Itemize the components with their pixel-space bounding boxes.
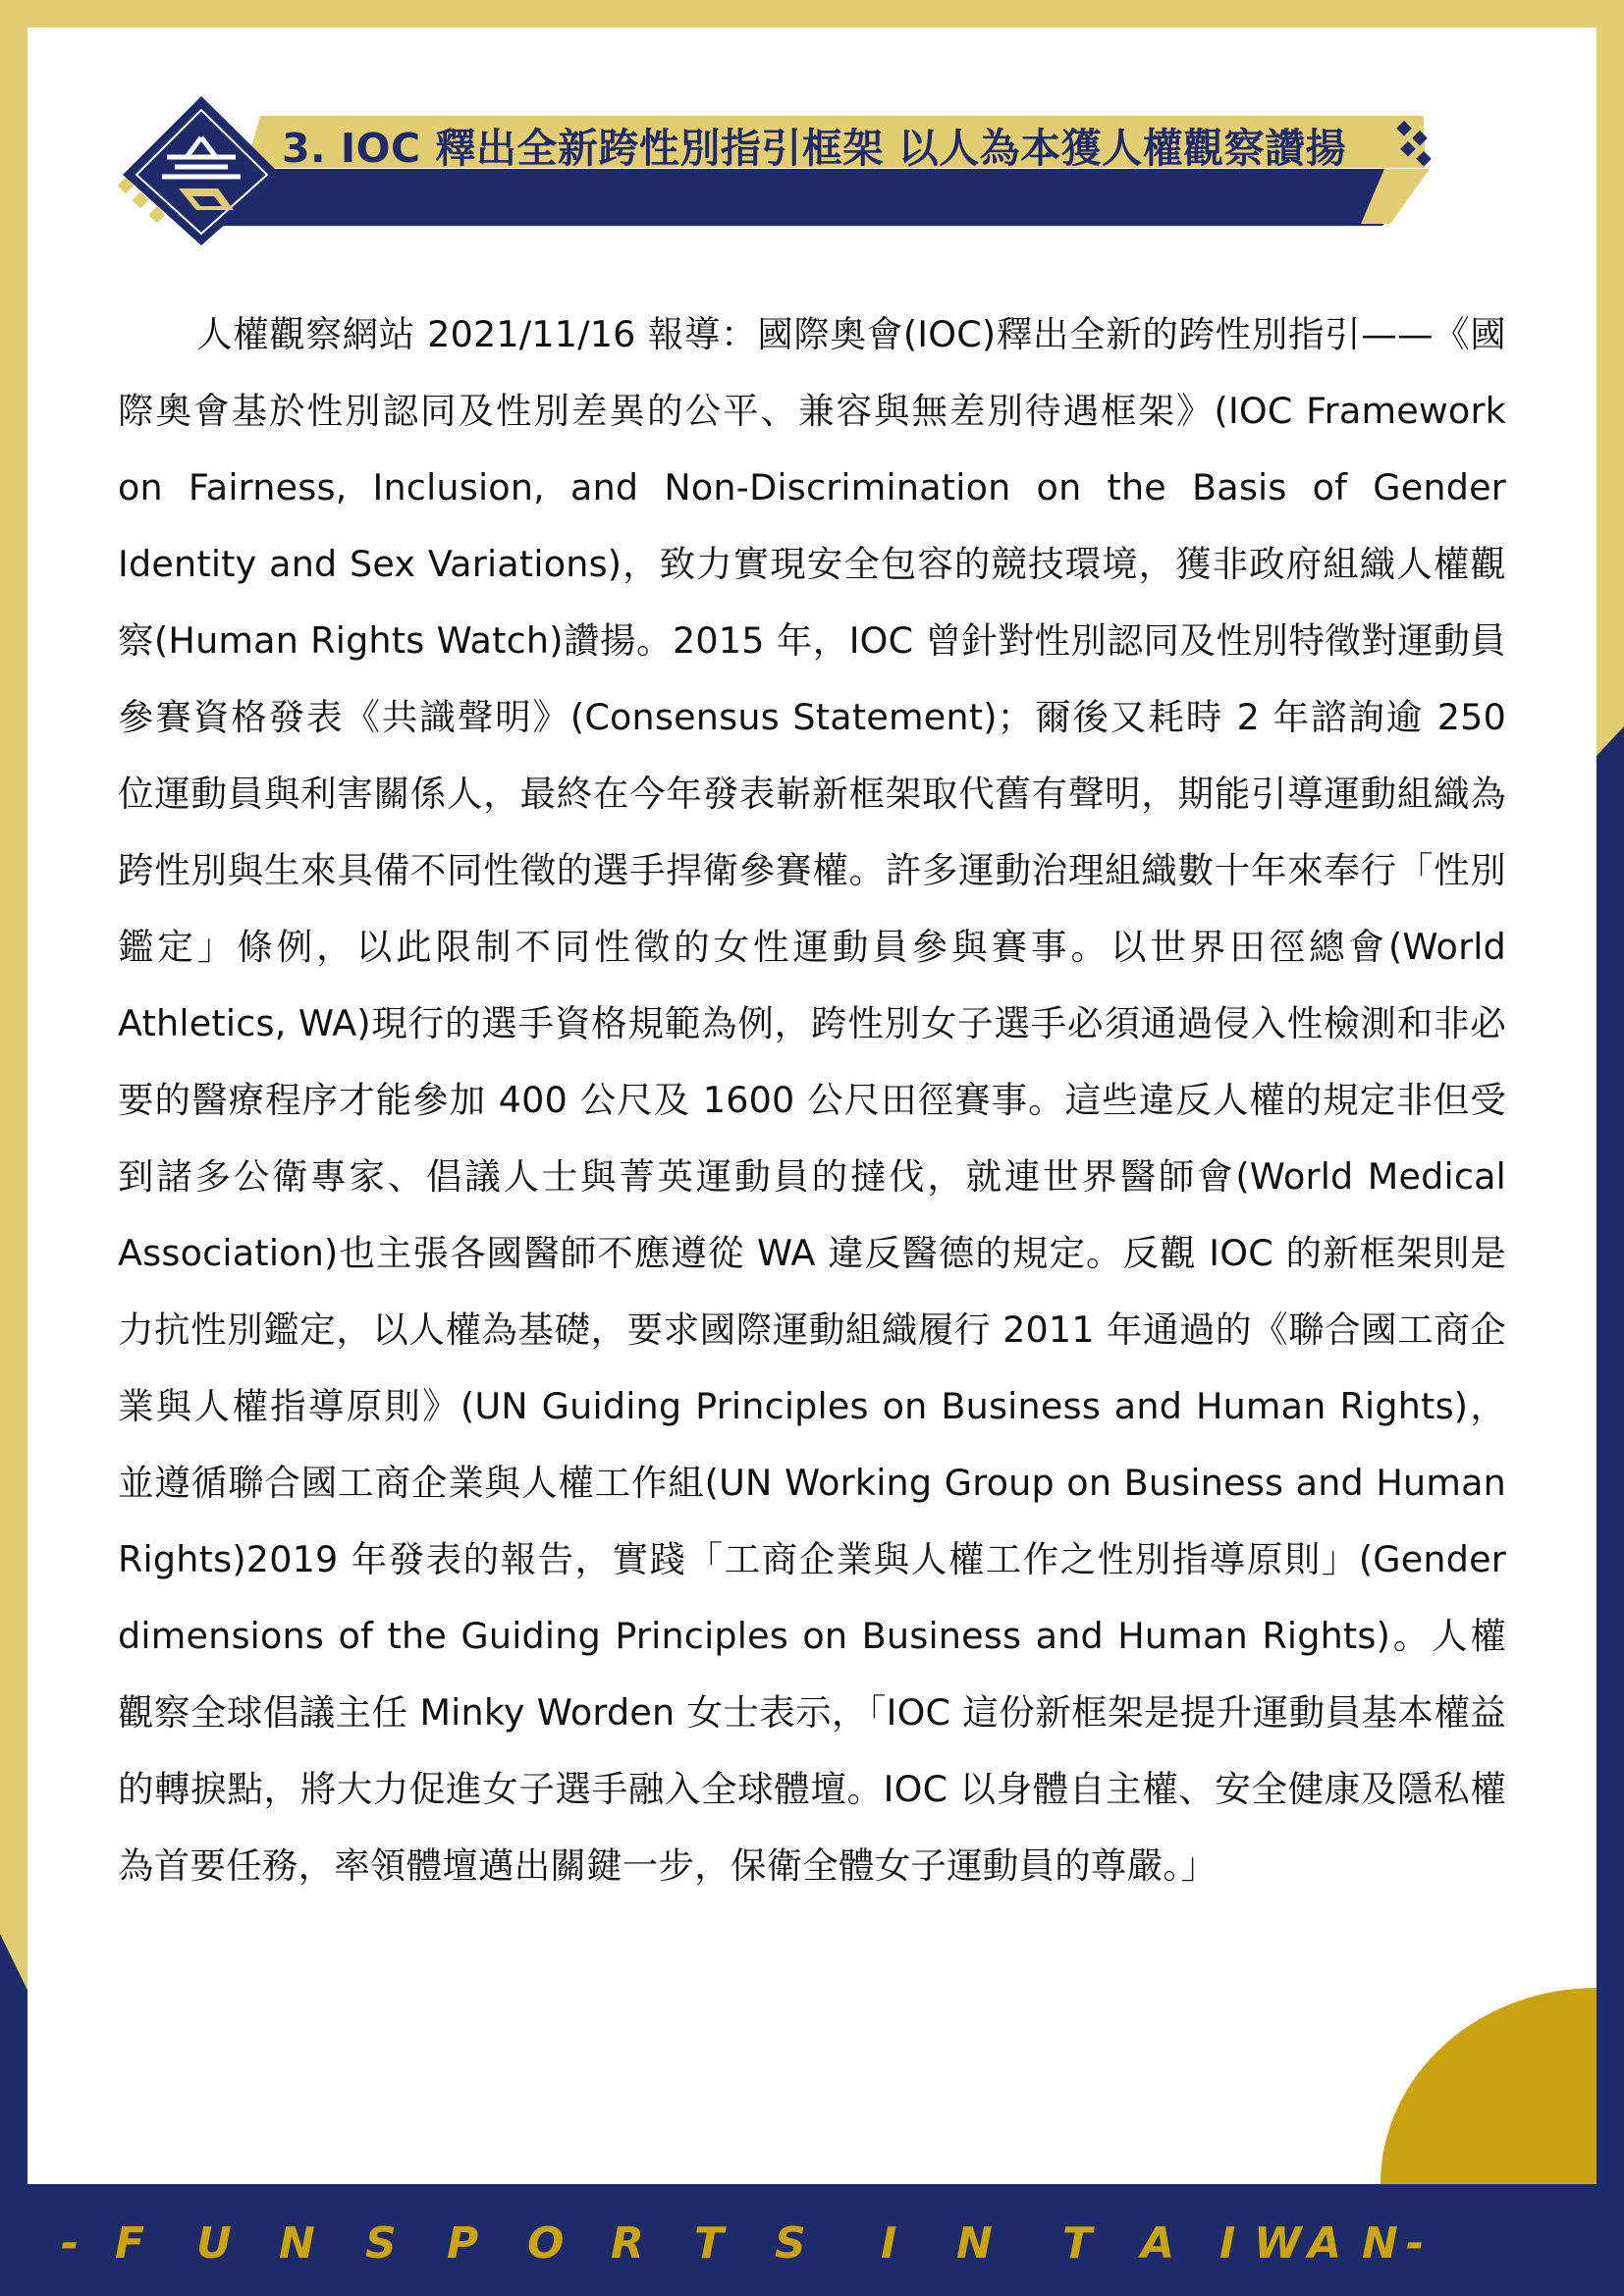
footer-letter: I xyxy=(1219,2218,1236,2269)
footer-letter: T xyxy=(694,2218,725,2269)
footer-letter: S xyxy=(365,2218,397,2269)
footer-letter: W xyxy=(1254,2218,1302,2269)
footer-letter: U xyxy=(196,2218,232,2269)
footer-letter: T xyxy=(1062,2218,1093,2269)
footer-letter: I xyxy=(881,2218,897,2269)
footer-letter: O xyxy=(527,2218,565,2269)
footer-letter: N xyxy=(279,2218,315,2269)
footer-letter: F xyxy=(115,2218,145,2269)
footer-letter: S xyxy=(775,2218,806,2269)
footer-letter: A xyxy=(1308,2218,1342,2269)
footer-slogan xyxy=(61,2218,1435,2277)
footer-letter: N xyxy=(956,2218,993,2269)
frame-decoration-right-tip xyxy=(1597,726,1624,756)
footer-letter: - xyxy=(1406,2218,1425,2269)
footer-letter: P xyxy=(447,2218,479,2269)
corner-decoration xyxy=(1380,1988,1597,2184)
footer-letter: N xyxy=(1362,2218,1398,2269)
footer-letter: A xyxy=(1141,2218,1175,2269)
page-title: 3. IOC 釋出全新跨性別指引框架 以人為本獲人權觀察讚揚 xyxy=(282,125,1347,172)
section-header xyxy=(0,0,1624,255)
frame-decoration-right xyxy=(1597,756,1624,2296)
footer-letter: - xyxy=(61,2218,80,2269)
article-body: 人權觀察網站 2021/11/16 報導：國際奧會(IOC)釋出全新的跨性別指引——《國際奧會基於性別認同及性別差異的公平、兼容與無差別待遇框架》(IOC Framework on Fairness, Inclusion, and Non-Discrimination on the Basis of Gender Identity and Sex Variations)，致力實現安全包容的競技環境，獲非政府組織人權觀察(Human Rights Watch)讚揚。2015 年，IOC 曾針對性別認同及性別特徵對運動員參賽資格發表《共識聲明》(Consensus Statement)；爾後又耗時 2 年諮詢逾 250 位運動員與利害關係人，最終在今年發表嶄新框架取代舊有聲明，期能引導運動組織為跨性別與生來具備不同性徵的選手捍衛參賽權。許多運動治理組織數十年來奉行「性別鑑定」條例，以此限制不同性徵的女性運動員參與賽事。以世界田徑總會(World Athletics, WA)現行的選手資格規範為例，跨性別女子選手必須通過侵入性檢測和非必要的醫療程序才能參加 400 公尺及 1600 公尺田徑賽事。這些違反人權的規定非但受到諸多公衛專家、倡議人士與菁英運動員的撻伐，就連世界醫師會(World Medical Association)也主張各國醫師不應遵從 WA 違反醫德的規定。反觀 IOC 的新框架則是力抗性別鑑定，以人權為基礎，要求國際運動組織履行 2011 年通過的《聯合國工商企業與人權指導原則》(UN Guiding Principles on Business and Human Rights)，並遵循聯合國工商企業與人權工作組(UN Working Group on Business and Human Rights)2019 年發表的報告，實踐「工商企業與人權工作之性別指導原則」(Gender dimensions of the Guiding Principles on Business and Human Rights)。人權觀察全球倡議主任 Minky Worden 女士表示，「IOC 這份新框架是提升運動員基本權益的轉捩點，將大力促進女子選手融入全球體壇。IOC 以身體自主權、安全健康及隱私權為首要任務，率領體壇邁出關鍵一步，保衛全體女子運動員的尊嚴。」 xyxy=(118,313,1506,1887)
footer-letter: R xyxy=(611,2218,644,2269)
